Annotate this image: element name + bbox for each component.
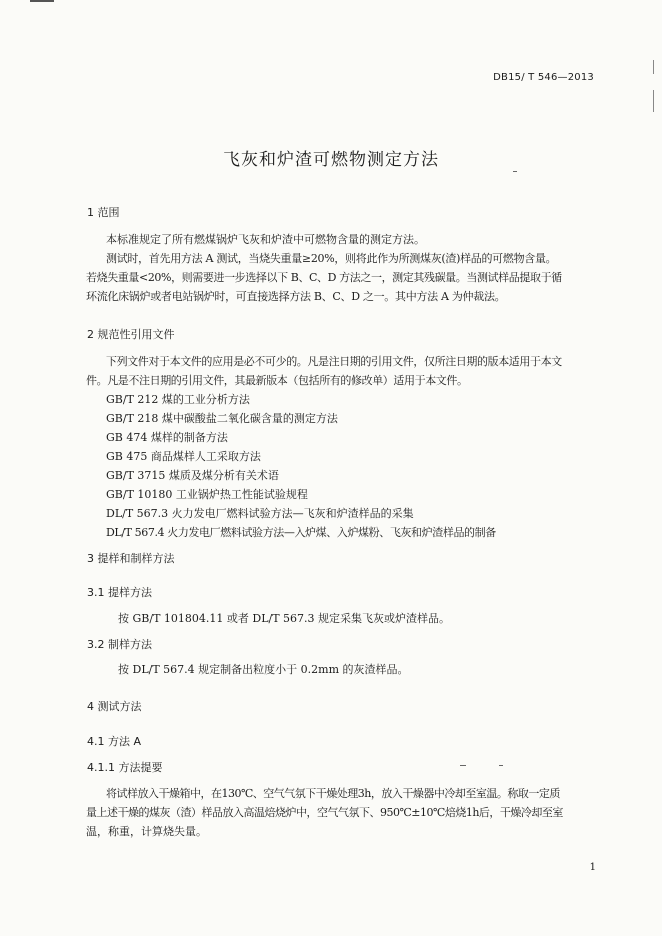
paragraph-line: 将试样放入干燥箱中，在130℃、空气气氛下干燥处理3h，放入干燥器中冷却至室温。称取一定质 <box>106 787 560 800</box>
section-heading: 2 规范性引用文件 <box>87 328 175 341</box>
scan-speck <box>499 765 503 766</box>
subsection-heading: 3.2 制样方法 <box>87 638 152 651</box>
subsubsection-heading: 4.1.1 方法提要 <box>87 761 163 774</box>
reference-item: GB/T 10180 工业锅炉热工性能试验规程 <box>106 488 308 501</box>
paragraph-line: 环流化床锅炉或者电站锅炉时，可直接选择方法 B、C、D 之一。其中方法 A 为仲裁法。 <box>86 290 506 303</box>
reference-item: DL/T 567.3 火力发电厂燃料试验方法—飞灰和炉渣样品的采集 <box>106 507 414 520</box>
paragraph-line: 件。凡是不注日期的引用文件，其最新版本（包括所有的修改单）适用于本文件。 <box>86 374 468 387</box>
subsection-heading: 3.1 提样方法 <box>87 586 152 599</box>
scan-edge-mark <box>30 0 54 2</box>
standard-number: DB15/ T 546—2013 <box>493 72 594 83</box>
scan-speck <box>460 765 466 766</box>
paragraph: 本标准规定了所有燃煤锅炉飞灰和炉渣中可燃物含量的测定方法。 <box>106 233 425 246</box>
paragraph: 按 DL/T 567.4 规定制备出粒度小于 0.2mm 的灰渣样品。 <box>118 663 409 676</box>
section-heading: 3 提样和制样方法 <box>87 552 175 565</box>
section-heading: 1 范围 <box>87 206 120 219</box>
section-heading: 4 测试方法 <box>87 700 142 713</box>
scan-edge-mark <box>653 60 654 74</box>
reference-item: GB/T 3715 煤质及煤分析有关术语 <box>106 469 279 482</box>
reference-item: GB 475 商品煤样人工采取方法 <box>106 450 261 463</box>
page-number: 1 <box>589 862 596 873</box>
paragraph-line: 若烧失重量<20%，则需要进一步选择以下 B、C、D 方法之一，测定其残碳量。当测试样品提取于循 <box>86 271 562 284</box>
paragraph-line: 下列文件对于本文件的应用是必不可少的。凡是注日期的引用文件，仅所注日期的版本适用于本文 <box>106 355 562 368</box>
paragraph: 按 GB/T 101804.11 或者 DL/T 567.3 规定采集飞灰或炉渣样品。 <box>118 612 451 625</box>
paragraph-line: 量上述干燥的煤灰（渣）样品放入高温焙烧炉中，空气气氛下、950℃±10℃焙烧1h后，干燥冷却至室 <box>86 806 563 819</box>
paragraph-line: 测试时，首先用方法 A 测试，当烧失重量≥20%，则将此作为所测煤灰(渣)样品的可燃物含量。 <box>106 252 557 265</box>
reference-item: GB 474 煤样的制备方法 <box>106 431 228 444</box>
paragraph-line: 温，称重，计算烧失量。 <box>86 825 207 838</box>
scan-speck <box>513 171 517 172</box>
reference-item: GB/T 218 煤中碳酸盐二氧化碳含量的测定方法 <box>106 412 338 425</box>
subsection-heading: 4.1 方法 A <box>87 735 142 748</box>
document-title: 飞灰和炉渣可燃物测定方法 <box>223 150 439 170</box>
scan-edge-mark <box>653 90 654 112</box>
reference-item: DL/T 567.4 火力发电厂燃料试验方法—入炉煤、入炉煤粉、飞灰和炉渣样品的制备 <box>106 526 496 539</box>
reference-item: GB/T 212 煤的工业分析方法 <box>106 393 250 406</box>
